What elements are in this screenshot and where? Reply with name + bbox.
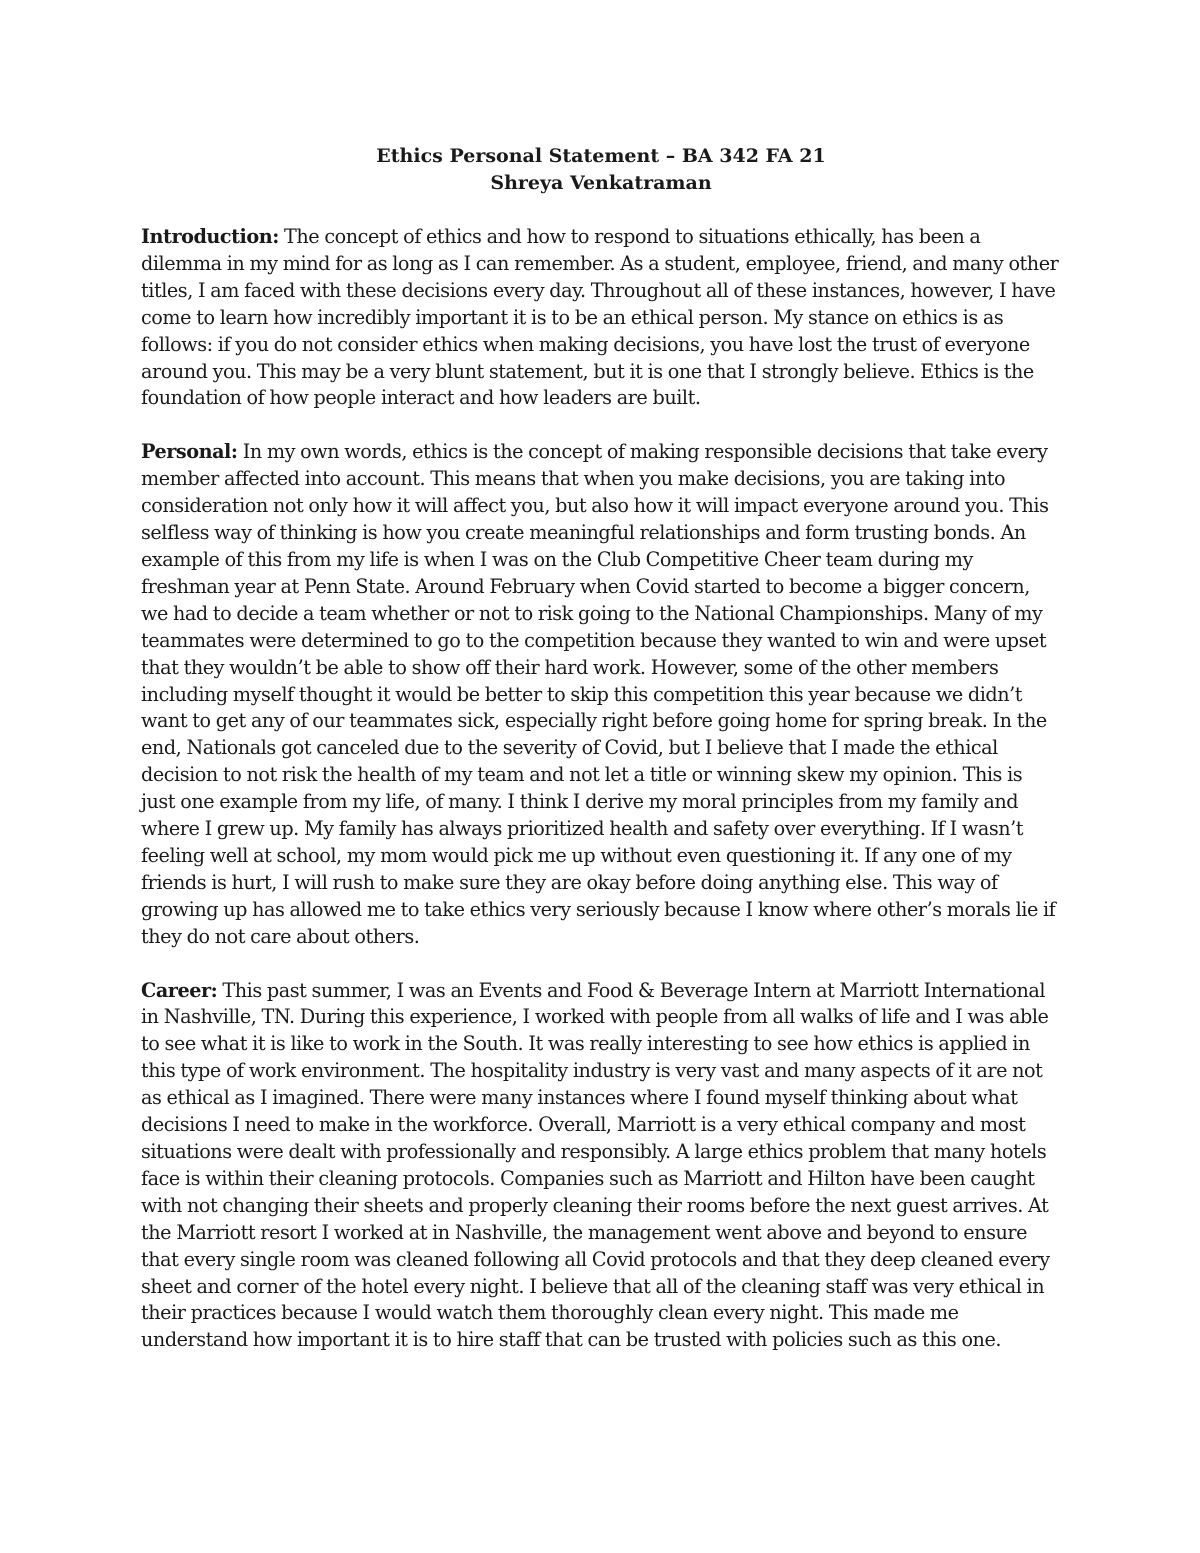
document-body	[141, 143, 1061, 1381]
section-text-career: This past summer, I was an Events and Food & Beverage Intern at Marriott International in Nashville, TN. During this experience, I worked with people from all walks of life and I was able to see what it is like to work in the South. It was really interesting to see how ethics is applied in this type of work environment. The hospitality industry is very vast and many aspects of it are not as ethical as I imagined. There were many instances where I found myself thinking about what decisions I need to make in the workforce. Overall, Marriott is a very ethical company and most situations were dealt with professionally and responsibly. A large ethics problem that many hotels face is within their cleaning protocols. Companies such as Marriott and Hilton have been caught with not changing their sheets and properly cleaning their rooms before the next guest arrives. At the Marriott resort I worked at in Nashville, the management went above and beyond to ensure that every single room was cleaned following all Covid protocols and that they deep cleaned every sheet and corner of the hotel every night. I believe that all of the cleaning staff was very ethical in their practices because I would watch them thoroughly clean every night. This made me understand how important it is to hire staff that can be trusted with policies such as this one.	[141, 978, 1050, 1352]
section-text-personal: In my own words, ethics is the concept of making responsible decisions that take every member affected into account. This means that when you make decisions, you are taking into consideration not only how it will affect you, but also how it will impact everyone around you. This selfless way of thinking is how you create meaningful relationships and form trusting bonds. An example of this from my life is when I was on the Club Competitive Cheer team during my freshman year at Penn State. Around February when Covid started to become a bigger concern, we had to decide a team whether or not to risk going to the National Championships. Many of my teammates were determined to go to the competition because they wanted to win and were upset that they wouldn’t be able to show off their hard work. However, some of the other members including myself thought it would be better to skip this competition this year because we didn’t want to get any of our teammates sick, especially right before going home for spring break. In the end, Nationals got canceled due to the severity of Covid, but I believe that I made the ethical decision to not risk the health of my team and not let a title or winning skew my opinion. This is just one example from my life, of many. I think I derive my moral principles from my family and where I grew up. My family has always prioritized health and safety over everything. If I wasn’t feeling well at school, my mom would pick me up without even questioning it. If any one of my friends is hurt, I will rush to make sure they are okay before doing anything else. This way of growing up has allowed me to take ethics very seriously because I know where other’s morals lie if they do not care about others.	[141, 440, 1056, 948]
section-personal	[141, 439, 1061, 950]
section-label-personal: Personal:	[141, 440, 238, 464]
section-label-introduction: Introduction:	[141, 225, 279, 248]
section-label-career: Career:	[141, 978, 218, 1002]
section-text-introduction: The concept of ethics and how to respond to situations ethically, has been a dilemma in my mind for as long as I can remember. As a student, employee, friend, and many other titles, I am faced with these decisions every day. Throughout all of these instances, however, I have come to learn how incredibly important it is to be an ethical person. My stance on ethics is as follows: if you do not consider ethics when making decisions, you have lost the trust of everyone around you. This may be a very blunt statement, but it is one that I strongly believe. Ethics is the foundation of how people interact and how leaders are built.	[141, 225, 1059, 410]
author-name: Shreya Venkatraman	[490, 172, 712, 194]
section-introduction	[141, 224, 1061, 412]
title-block	[141, 143, 1061, 197]
document-title: Ethics Personal Statement – BA 342 FA 21	[376, 145, 826, 167]
section-career	[141, 978, 1061, 1355]
